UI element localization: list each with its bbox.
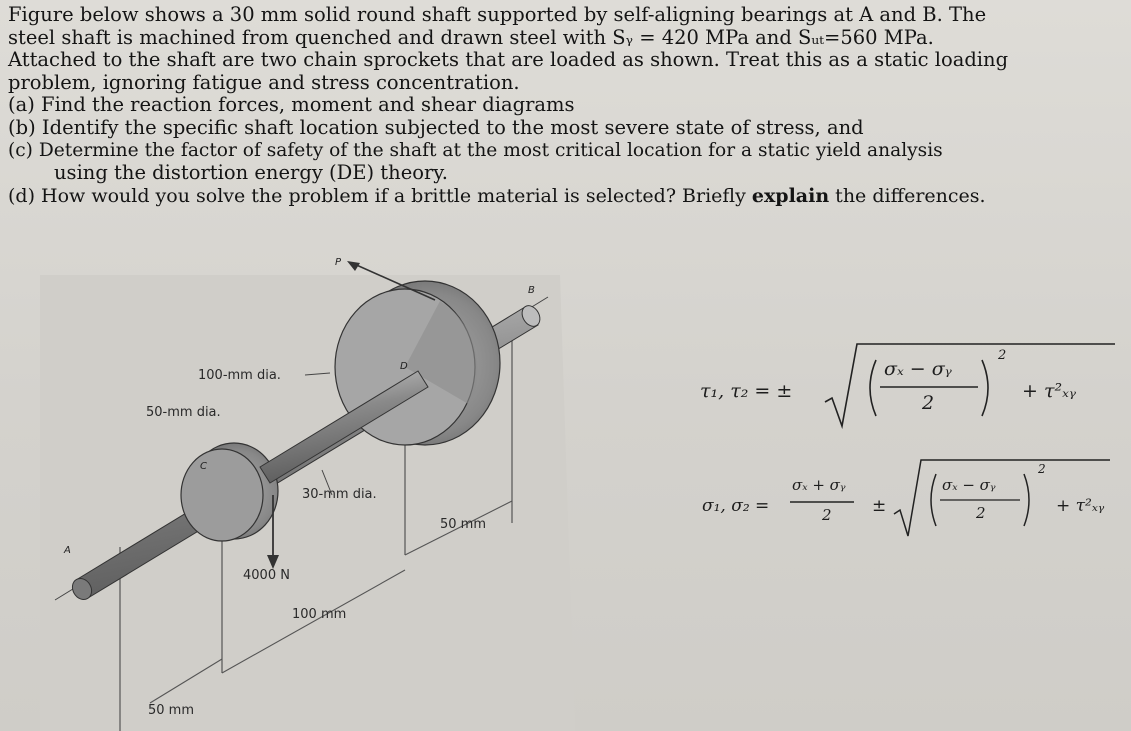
label-30mm-dia: 30-mm dia. xyxy=(302,487,377,502)
question-d xyxy=(8,185,1123,208)
sigma-plus-minus: ± xyxy=(872,496,887,516)
tau-power: 2 xyxy=(998,348,1007,363)
problem-statement xyxy=(8,4,1123,207)
tau-numerator: σₓ − σᵧ xyxy=(884,358,952,380)
sigma-numerator: σₓ − σᵧ xyxy=(942,476,996,494)
point-a-label: A xyxy=(64,545,71,556)
tau-denominator: 2 xyxy=(922,392,935,414)
shear-stress-formula xyxy=(700,340,1120,430)
label-dim-50mm-ac: 50 mm xyxy=(148,703,195,718)
label-dim-50mm-db: 50 mm xyxy=(440,517,487,532)
label-dim-100mm: 100 mm xyxy=(292,607,347,622)
point-d-label: D xyxy=(400,361,408,372)
shaft-figure xyxy=(0,255,620,731)
point-b-label: B xyxy=(528,285,535,296)
question-d-suffix: the differences. xyxy=(829,184,986,207)
sprocket-c-face xyxy=(181,449,263,541)
principal-stress-formula xyxy=(702,458,1122,538)
sigma-tail: + τ²ₓᵧ xyxy=(1056,496,1105,516)
sigma-lhs: σ₁, σ₂ = xyxy=(702,496,770,516)
tau-lhs: τ₁, τ₂ = ± xyxy=(700,380,793,402)
question-a: (a) Find the reaction forces, moment and shear diagrams xyxy=(8,93,575,117)
problem-line: Attached to the shaft are two chain sprockets that are loaded as shown. Treat this as a static loading xyxy=(8,48,1009,72)
sigma-avg-denominator: 2 xyxy=(822,506,832,524)
question-c-continuation: using the distortion energy (DE) theory. xyxy=(54,161,448,185)
problem-line: steel shaft is machined from quenched and drawn steel with Sᵧ = 420 MPa and Sᵤₜ=560 MPa. xyxy=(8,25,934,49)
sigma-avg-numerator: σₓ + σᵧ xyxy=(792,476,846,494)
point-p-label: P xyxy=(335,257,342,268)
problem-line: problem, ignoring fatigue and stress concentration. xyxy=(8,70,520,94)
question-d-text: (d) How would you solve the problem if a brittle material is selected? Briefly xyxy=(8,184,752,207)
label-50mm-dia: 50-mm dia. xyxy=(146,405,221,420)
label-force-4000n: 4000 N xyxy=(243,568,290,583)
question-d-emphasis: explain xyxy=(751,184,830,207)
label-100mm-dia: 100-mm dia. xyxy=(198,368,281,383)
question-b: (b) Identify the specific shaft location subjected to the most severe state of stress, and xyxy=(8,115,864,139)
problem-line: Figure below shows a 30 mm solid round shaft supported by self-aligning bearings at A and B. The xyxy=(8,3,987,26)
sigma-power: 2 xyxy=(1038,462,1046,476)
question-c: (c) Determine the factor of safety of the shaft at the most critical location for a static yield analysis xyxy=(8,139,943,161)
tau-tail: + τ²ₓᵧ xyxy=(1022,380,1076,402)
point-c-label: C xyxy=(200,461,207,472)
force-p-arrowhead xyxy=(347,261,360,271)
sigma-denominator: 2 xyxy=(976,504,986,522)
